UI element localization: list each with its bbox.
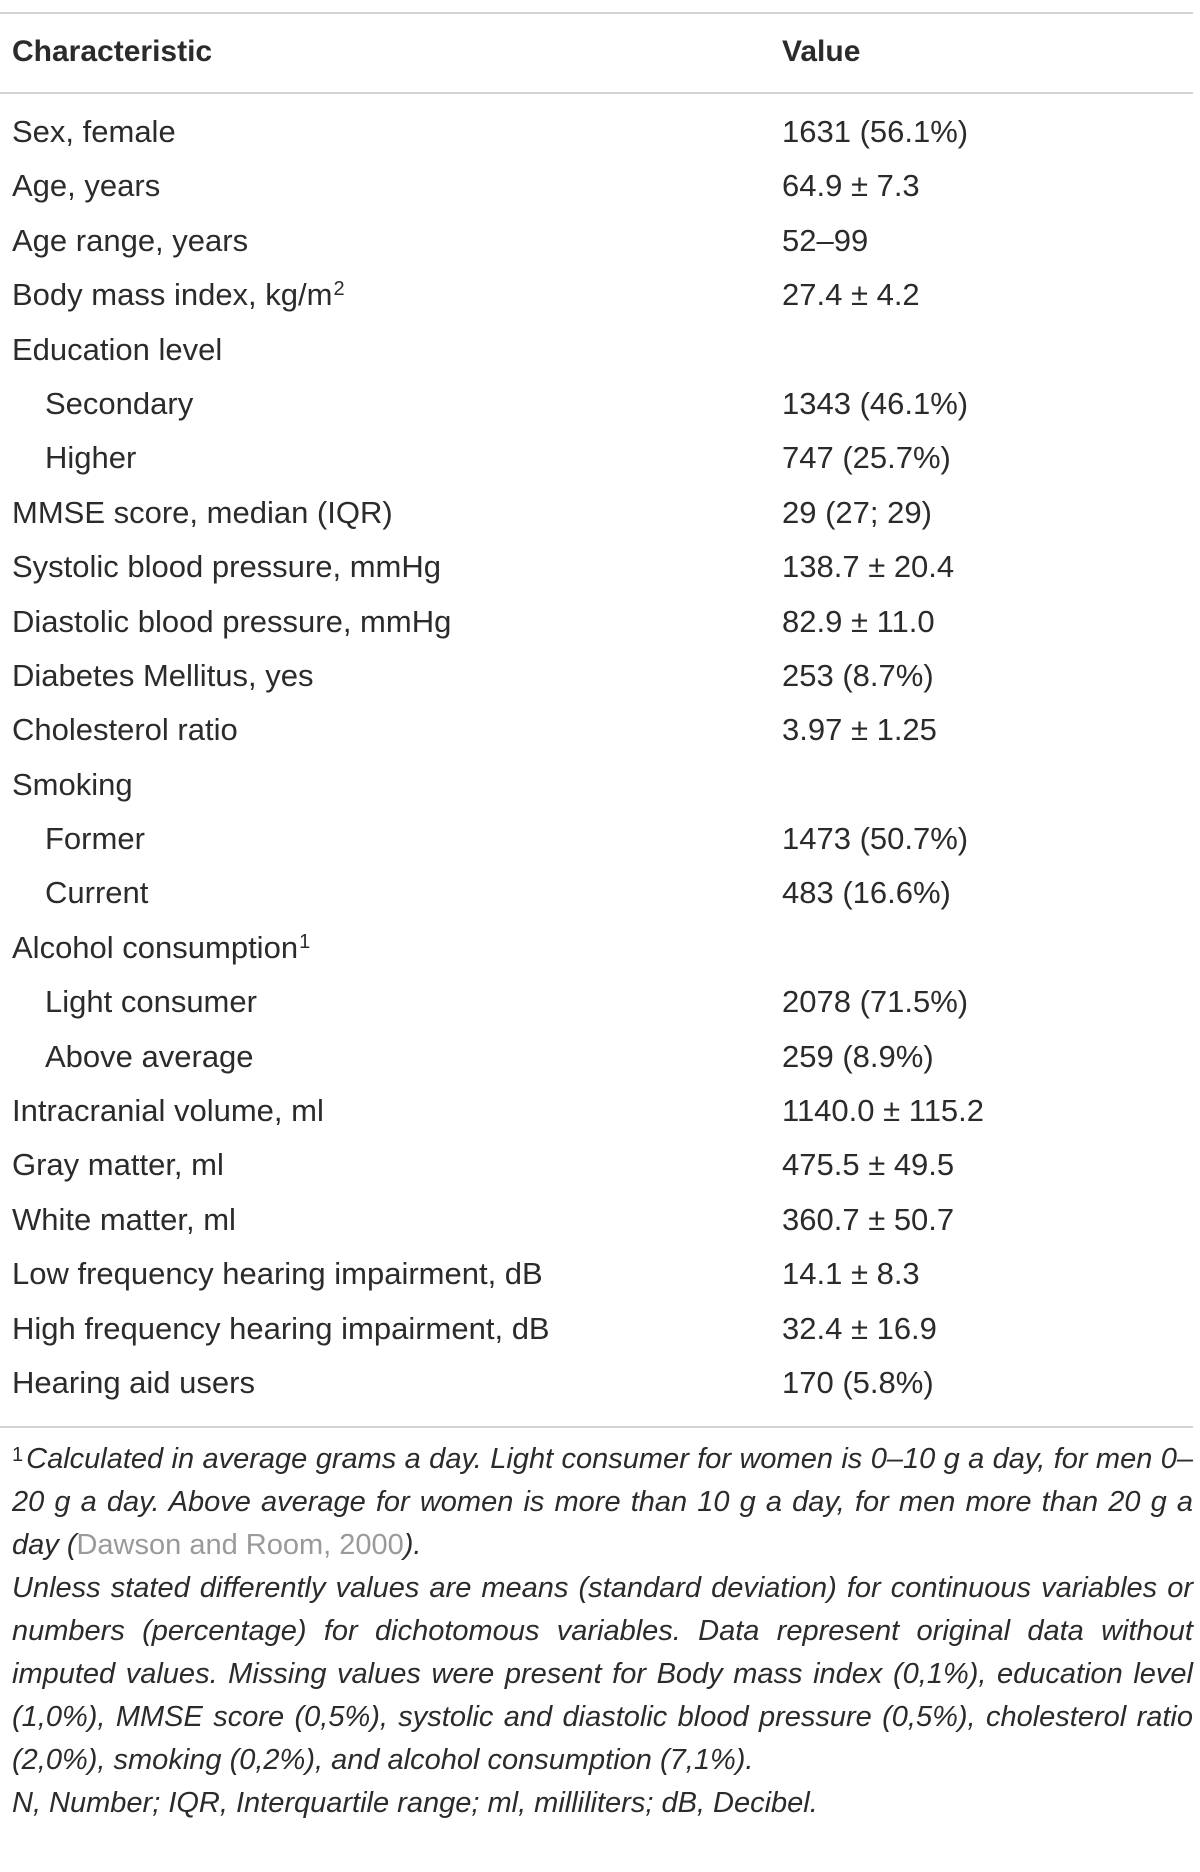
table-row bbox=[0, 982, 1193, 1036]
table-row bbox=[0, 221, 1193, 275]
row-label bbox=[12, 602, 451, 642]
row-value: 170 (5.8%) bbox=[782, 1364, 934, 1400]
table-row bbox=[0, 1200, 1193, 1254]
row-label bbox=[12, 493, 393, 533]
row-label-text: Secondary bbox=[45, 385, 194, 421]
row-label bbox=[12, 765, 133, 805]
row-value: 32.4 ± 16.9 bbox=[782, 1310, 937, 1346]
row-label-text: Age, years bbox=[12, 168, 161, 204]
table-bottom-rule bbox=[0, 1426, 1193, 1428]
row-label bbox=[12, 928, 310, 968]
row-label bbox=[12, 1145, 224, 1185]
row-label-text: Education level bbox=[12, 331, 223, 367]
table-row bbox=[0, 873, 1193, 927]
table-row bbox=[0, 1037, 1193, 1091]
table-row bbox=[0, 493, 1193, 547]
row-value: 3.97 ± 1.25 bbox=[782, 712, 937, 748]
table-row bbox=[0, 1309, 1193, 1363]
row-label-text: Systolic blood pressure, mmHg bbox=[12, 549, 441, 585]
table-row bbox=[0, 765, 1193, 819]
row-label bbox=[45, 819, 145, 859]
table-row bbox=[0, 1254, 1193, 1308]
table-row bbox=[0, 819, 1193, 873]
row-label bbox=[45, 982, 257, 1022]
table-row bbox=[0, 112, 1193, 166]
footnote-abbreviations: N, Number; IQR, Interquartile range; ml, milliliters; dB, Decibel. bbox=[12, 1787, 818, 1819]
row-label-text: Former bbox=[45, 821, 145, 857]
row-value: 27.4 ± 4.2 bbox=[782, 277, 920, 313]
row-label bbox=[45, 1037, 254, 1077]
row-label-text: Current bbox=[45, 875, 149, 911]
row-value: 29 (27; 29) bbox=[782, 494, 932, 530]
row-label-superscript: 1 bbox=[299, 930, 311, 953]
table-row bbox=[0, 602, 1193, 656]
row-label bbox=[12, 112, 176, 152]
row-label bbox=[12, 710, 238, 750]
row-value: 483 (16.6%) bbox=[782, 875, 951, 911]
row-label-text: High frequency hearing impairment, dB bbox=[12, 1310, 550, 1346]
row-label-text: Gray matter, ml bbox=[12, 1147, 224, 1183]
row-label bbox=[45, 873, 148, 913]
row-value: 14.1 ± 8.3 bbox=[782, 1256, 920, 1292]
table-top-rule bbox=[0, 12, 1193, 14]
header-characteristic: Characteristic bbox=[12, 35, 213, 68]
row-label-text: Smoking bbox=[12, 766, 133, 802]
row-label bbox=[12, 1254, 543, 1294]
row-value: 2078 (71.5%) bbox=[782, 984, 969, 1020]
row-value: 52–99 bbox=[782, 222, 869, 258]
row-label bbox=[12, 330, 222, 370]
row-value: 1473 (50.7%) bbox=[782, 821, 969, 857]
row-value: 1140.0 ± 115.2 bbox=[782, 1093, 985, 1129]
row-label-text: Higher bbox=[45, 440, 137, 476]
footnote-1-citation-link[interactable]: Dawson and Room, 2000 bbox=[76, 1529, 404, 1561]
row-label-text: Intracranial volume, ml bbox=[12, 1093, 324, 1129]
row-label-text: Body mass index, kg/m bbox=[12, 277, 333, 313]
row-label bbox=[12, 1091, 324, 1131]
footnote-note-values: Unless stated differently values are means (standard deviation) for continuous variables or numbers (percentage) for dichotomous variables. Data represent original data without imputed values. Missing values were present for Body mass index (0,1%), education level (1,0%), MMSE score (0,5%), systolic and diastolic blood pressure (0,5%), cholesterol ratio (2,0%), smoking (0,2%), and alcohol consumption (7,1%). bbox=[12, 1572, 1193, 1776]
table-row bbox=[0, 330, 1193, 384]
row-label-text: Age range, years bbox=[12, 222, 249, 258]
row-label bbox=[12, 1363, 255, 1403]
table-row bbox=[0, 547, 1193, 601]
table-row bbox=[0, 1145, 1193, 1199]
row-label-superscript: 2 bbox=[333, 278, 345, 301]
row-label bbox=[45, 384, 193, 424]
row-label bbox=[12, 166, 160, 206]
row-label-text: Light consumer bbox=[45, 984, 257, 1020]
table-row bbox=[0, 1091, 1193, 1145]
row-label-text: MMSE score, median (IQR) bbox=[12, 494, 393, 530]
row-label-text: Diabetes Mellitus, yes bbox=[12, 657, 314, 693]
row-label bbox=[12, 275, 345, 315]
table-footnotes bbox=[12, 1438, 1193, 1825]
row-label bbox=[12, 221, 248, 261]
footnote-1 bbox=[12, 1438, 1193, 1567]
row-label-text: White matter, ml bbox=[12, 1201, 236, 1237]
row-value: 82.9 ± 11.0 bbox=[782, 603, 935, 639]
row-value: 1343 (46.1%) bbox=[782, 385, 969, 421]
row-value: 360.7 ± 50.7 bbox=[782, 1201, 955, 1237]
table-header-rule bbox=[0, 92, 1193, 94]
table-row bbox=[0, 928, 1193, 982]
row-label-text: Cholesterol ratio bbox=[12, 712, 238, 748]
row-label-text: Sex, female bbox=[12, 114, 176, 149]
table-row bbox=[0, 438, 1193, 492]
table-row bbox=[0, 1363, 1193, 1417]
row-value: 253 (8.7%) bbox=[782, 657, 934, 693]
row-value: 64.9 ± 7.3 bbox=[782, 168, 920, 204]
row-label-text: Above average bbox=[45, 1038, 254, 1074]
row-value: 747 (25.7%) bbox=[782, 440, 951, 476]
footnote-1-text: Calculated in average grams a day. Light consumer for women is 0–10 g a day, for men 0–20 g a day. Above average for women is more than 10 g a day, for men more than 20 g a day ( bbox=[12, 1443, 1193, 1561]
row-value: 138.7 ± 20.4 bbox=[782, 549, 955, 585]
table-body bbox=[0, 112, 1193, 1417]
row-label-text: Hearing aid users bbox=[12, 1364, 255, 1400]
footnote-1-end: ). bbox=[403, 1529, 422, 1561]
row-label bbox=[12, 547, 441, 587]
row-label bbox=[12, 656, 314, 696]
table-row bbox=[0, 656, 1193, 710]
row-label-text: Alcohol consumption bbox=[12, 929, 299, 965]
row-value: 1631 (56.1%) bbox=[782, 114, 969, 149]
row-label bbox=[12, 1200, 236, 1240]
table-row bbox=[0, 275, 1193, 329]
row-label-text: Diastolic blood pressure, mmHg bbox=[12, 603, 452, 639]
row-label-text: Low frequency hearing impairment, dB bbox=[12, 1256, 543, 1292]
row-value: 475.5 ± 49.5 bbox=[782, 1147, 955, 1183]
table-row bbox=[0, 710, 1193, 764]
row-label bbox=[45, 438, 136, 478]
table-header-row bbox=[0, 30, 1193, 74]
table-row bbox=[0, 384, 1193, 438]
row-label bbox=[12, 1309, 550, 1349]
header-value: Value bbox=[782, 35, 861, 68]
footnote-1-marker: 1 bbox=[12, 1444, 24, 1466]
table-row bbox=[0, 166, 1193, 220]
row-value: 259 (8.9%) bbox=[782, 1038, 934, 1074]
